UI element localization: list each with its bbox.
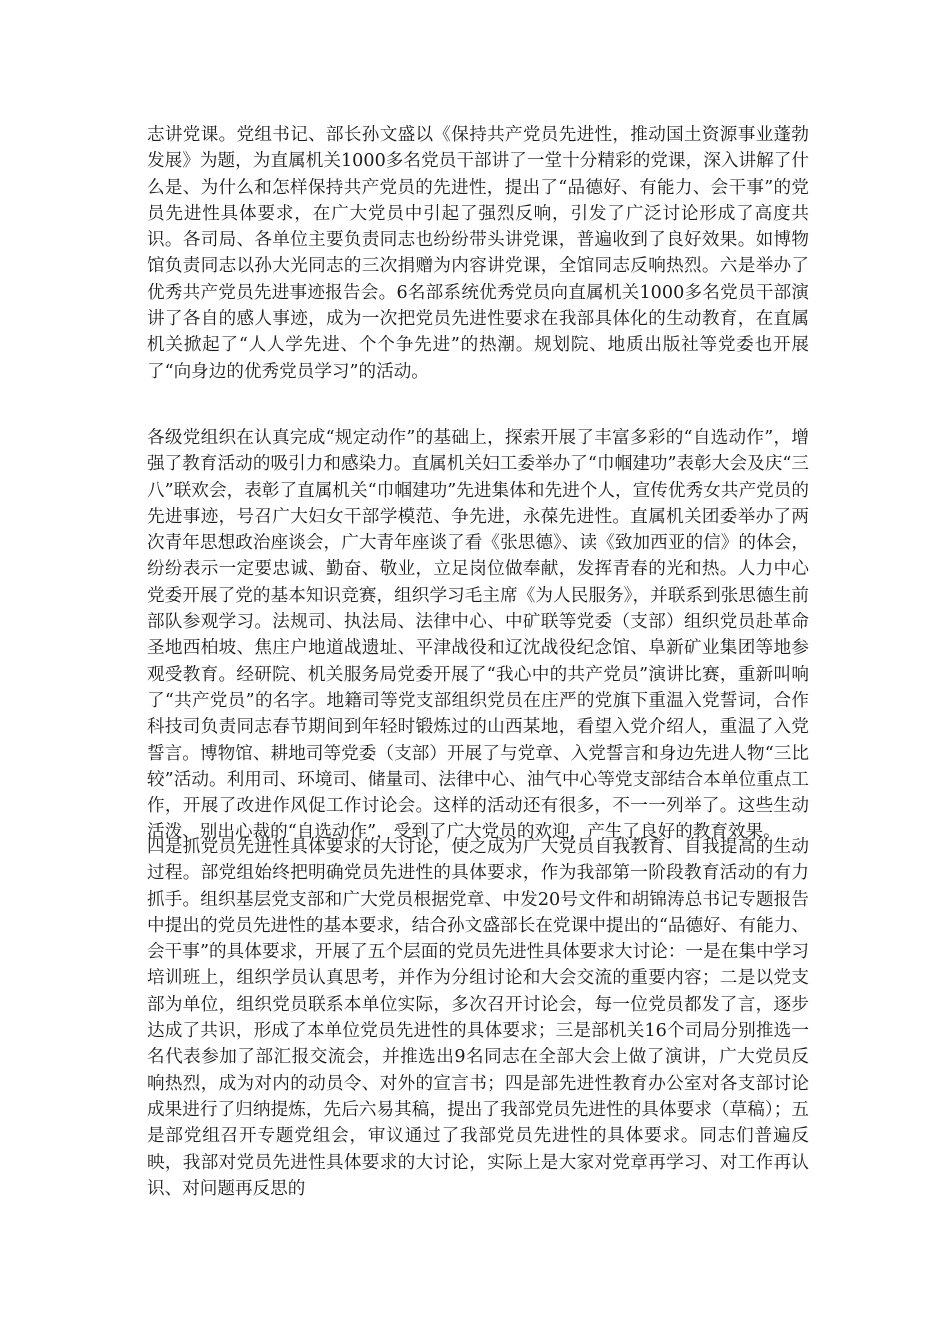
- paragraph-2: [147, 425, 809, 846]
- paragraph-2-text: 各级党组织在认真完成“规定动作”的基础上，探索开展了丰富多彩的“自选动作”，增强了教育活动的吸引力和感染力。直属机关妇工委举办了“巾帼建功”表彰大会及庆“三八”联欢会，表彰了直属机关“巾帼建功”先进集体和先进个人，宣传优秀女共产党员的先进事迹，号召广大妇女干部学模范、争先进，永葆先进性。直属机关团委举办了两次青年思想政治座谈会，广大青年座谈了看《张思德》、读《致加西亚的信》的体会，纷纷表示一定要忠诚、勤奋、敬业，立足岗位做奉献，发挥青春的光和热。人力中心党委开展了党的基本知识竞赛，组织学习毛主席《为人民服务》，并联系到张思德生前部队参观学习。法规司、执法局、法律中心、中矿联等党委（支部）组织党员赴革命圣地西柏坡、焦庄户地道战遗址、平津战役和辽沈战役纪念馆、阜新矿业集团等地参观受教育。经研院、机关服务局党委开展了“我心中的共产党员”演讲比赛，重新叫响了“共产党员”的名字。地籍司等党支部组织党员在庄严的党旗下重温入党誓词，合作科技司负责同志春节期间到年轻时锻炼过的山西某地，看望入党介绍人，重温了入党誓言。博物馆、耕地司等党委（支部）开展了与党章、入党誓言和身边先进人物“三比较”活动。利用司、环境司、储量司、法律中心、油气中心等党支部结合本单位重点工作，开展了改进作风促工作讨论会。这样的活动还有很多，不一一列举了。这些生动活泼、别出心裁的“自选动作”，受到了广大党员的欢迎，产生了良好的教育效果。: [147, 428, 809, 843]
- paragraph-1: [147, 122, 809, 385]
- paragraph-3-text: 四是抓党员先进性具体要求的大讨论，使之成为广大党员自我教育、自我提高的生动过程。部党组始终把明确党员先进性的具体要求，作为我部第一阶段教育活动的有力抓手。组织基层党支部和广大党员根据党章、中发20号文件和胡锦涛总书记专题报告中提出的党员先进性的基本要求，结合孙文盛部长在党课中提出的“品德好、有能力、会干事”的具体要求，开展了五个层面的党员先进性具体要求大讨论：一是在集中学习培训班上，组织学员认真思考，并作为分组讨论和大会交流的重要内容；二是以党支部为单位，组织党员联系本单位实际，多次召开讨论会，每一位党员都发了言，逐步达成了共识，形成了本单位党员先进性的具体要求；三是部机关16个司局分别推选一名代表参加了部汇报交流会，并推选出9名同志在全部大会上做了演讲，广大党员反响热烈，成为对内的动员令、对外的宣言书；四是部先进性教育办公室对各支部讨论成果进行了归纳提炼，先后六易其稿，提出了我部党员先进性的具体要求（草稿）；五是部党组召开专题党组会，审议通过了我部党员先进性的具体要求。同志们普遍反映，我部对党员先进性具体要求的大讨论，实际上是大家对党章再学习、对工作再认识、对问题再反思的: [147, 837, 809, 1199]
- paragraph-3: [147, 834, 809, 1202]
- paragraph-1-text: 志讲党课。党组书记、部长孙文盛以《保持共产党员先进性，推动国土资源事业蓬勃发展》为题，为直属机关1000多名党员干部讲了一堂十分精彩的党课，深入讲解了什么是、为什么和怎样保持共产党员的先进性，提出了“品德好、有能力、会干事”的党员先进性具体要求，在广大党员中引起了强烈反响，引发了广泛讨论形成了高度共识。各司局、各单位主要负责同志也纷纷带头讲党课，普遍收到了良好效果。如博物馆负责同志以孙大光同志的三次捐赠为内容讲党课，全馆同志反响热烈。六是举办了优秀共产党员先进事迹报告会。6名部系统优秀党员向直属机关1000多名党员干部演讲了各自的感人事迹，成为一次把党员先进性要求在我部具体化的生动教育，在直属机关掀起了“人人学先进、个个争先进”的热潮。规划院、地质出版社等党委也开展了“向身边的优秀党员学习”的活动。: [147, 125, 809, 382]
